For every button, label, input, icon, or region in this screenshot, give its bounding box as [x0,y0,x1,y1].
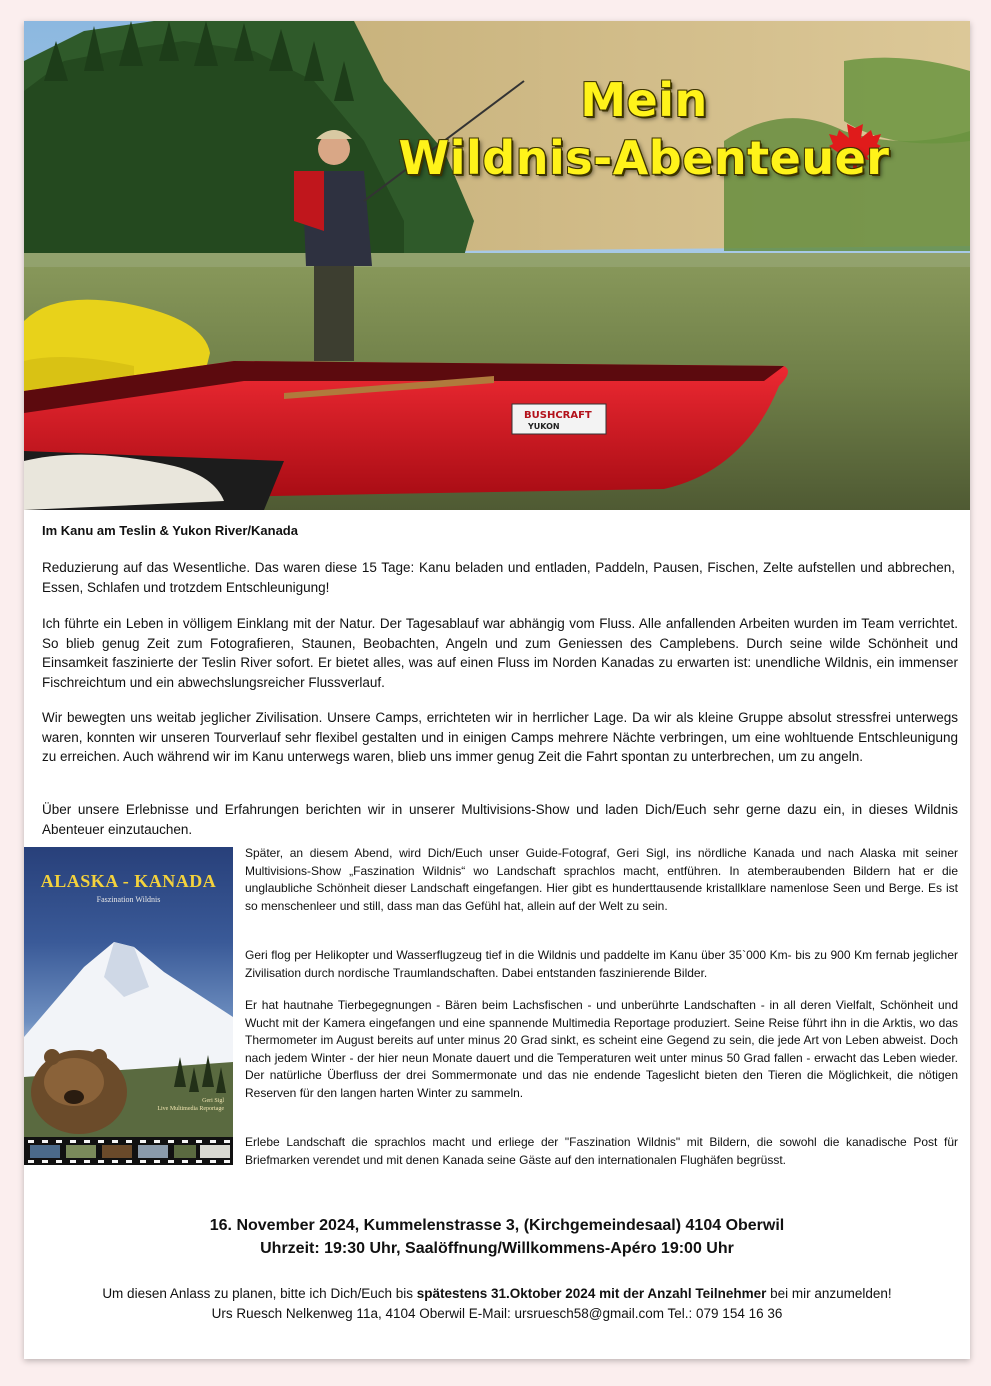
hero-title-line2: Wildnis-Abenteuer [398,131,890,185]
flyer-page [24,21,970,1359]
paragraph-3: Wir bewegten uns weitab jeglicher Zivilisation. Unsere Camps, errichteten wir in herrlicher Lage. Da wir als kleine Gruppe absolut stressfrei unterwegs waren, konnten wir unseren Tourverlauf sehr flexibel gestalten und in einigen Camps mehrere Nächte verbringen, um eine wohltuende Entschleunigung zu erreichen. Auch während wir im Kanu unterwegs waren, blieb uns immer genug Zeit die Fahrt spontan zu unterbrechen, um zu angeln. [42,710,958,764]
canoe-sticker-line2: YUKON [528,422,560,431]
registration-info [24,1284,970,1324]
paragraph-1: Reduzierung auf das Wesentliche. Das waren diese 15 Tage: Kanu beladen und entladen, Paddeln, Pausen, Fischen, Zelte aufstellen und abbrechen, Essen, Schlafen und trotzdem Entschleunigung! [42,560,955,595]
event-date-location: 16. November 2024, Kummelenstrasse 3, (Kirchgemeindesaal) 4104 Oberwil [209,1217,785,1234]
registration-pre: Um diesen Anlass zu planen, bitte ich Dich/Euch bis [102,1286,417,1301]
registration-line [24,1284,970,1304]
poster-credit [144,1097,224,1113]
event-details [24,1214,970,1260]
side-paragraph-4: Erlebe Landschaft die sprachlos macht und erliege der "Faszination Wildnis" mit Bildern, die sowohl die kanadische Post für Briefmarken verendet und mit denen Kanada seine Gäste auf den internationalen Flughäfen begrüsst. [245,1135,958,1167]
side-paragraph-3: Er hat hautnahe Tierbegegnungen - Bären beim Lachsfischen - und unberührte Landschaften - in all deren Vielfalt, Schönheit und Wucht mit der Kamera eingefangen und eine spannende Multimedia Reportage produziert. Seine Reise führt ihn in die Arktis, wo das Thermometer im August bereits auf unter minus 20 Grad sinkt, es scheint eine Gegend zu sein, die jede Art von Leben abweist. Doch nach jedem Winter - der hier neun Monate dauert und die Temperaturen weit unter minus 50 Grad fallen - erwacht das Leben wieder. Der natürliche Überfluss der drei Sommermonate und das nie endende Tageslicht bieten den Tieren die Möglichkeit, die nötigen Reserven für den langen harten Winter zu sammeln. [245,998,958,1100]
registration-deadline: spätestens 31.Oktober 2024 mit der Anzahl Teilnehmer [416,1286,767,1301]
hero-title [394,71,894,187]
event-time: Uhrzeit: 19:30 Uhr, Saalöffnung/Willkommens-Apéro 19:00 Uhr [260,1240,734,1257]
poster-subtitle: Faszination Wildnis [96,895,161,904]
side-paragraph-2: Geri flog per Helikopter und Wasserflugzeug tief in die Wildnis und paddelte im Kanu über 35`000 Km- bis zu 900 Km fernab jeglicher Zivilisation durch nordische Traumlandschaften. Dabei entstanden faszinierende Bilder. [245,948,958,980]
show-poster [24,847,233,1165]
poster-title: ALASKA - KANADA [40,871,217,891]
poster-credit-line1: Geri Sigl [202,1098,224,1104]
photo-caption: Im Kanu am Teslin & Yukon River/Kanada [42,523,298,538]
canoe-sticker-line1: BUSHCRAFT [524,410,592,421]
hero-title-line1: Mein [580,73,708,127]
side-paragraph-1: Später, an diesem Abend, wird Dich/Euch unser Guide-Fotograf, Geri Sigl, ins nördliche Kanada und nach Alaska mit seiner Multivisions-Show „Faszination Wildnis“ wo Landschaft sprachlos macht, entführen. In atemberaubenden Bildern hat er die unglaubliche Schönheit dieser Landschaft eingefangen. Hier gibt es hunderttausende kristallklare namenlose Seen und Berge. Es ist so menschenleer und still, dass man das Gefühl hat, allein auf der Welt zu sein. [245,846,958,913]
registration-post: bei mir anzumelden! [766,1286,892,1301]
hero-photo [24,21,970,510]
paragraph-2: Ich führte ein Leben in völligem Einklang mit der Natur. Der Tagesablauf war abhängig vom Fluss. Alle anfallenden Arbeiten wurden im Team verrichtet. So blieb genug Zeit zum Fotografieren, Staunen, Beobachten, Angeln und zum Geniessen des Camplebens. Durch seine wilde Schönheit und Einsamkeit faszinierte der Teslin River sofort. Er bietet alles, was auf einen Fluss im Norden Kanadas zu erwarten ist: unendliche Wildnis, ein immenser Fischreichtum und ein abwechslungsreicher Flussverlauf. [42,616,958,690]
contact-line: Urs Ruesch Nelkenweg 11a, 4104 Oberwil E-Mail: ursruesch58@gmail.com Tel.: 079 154 16 36 [211,1306,783,1321]
poster-credit-line2: Live Multimedia Reportage [157,1106,224,1112]
paragraph-4: Über unsere Erlebnisse und Erfahrungen berichten wir in unserer Multivisions-Show und laden Dich/Euch sehr gerne dazu ein, in dieses Wildnis Abenteuer einzutauchen. [42,802,958,837]
